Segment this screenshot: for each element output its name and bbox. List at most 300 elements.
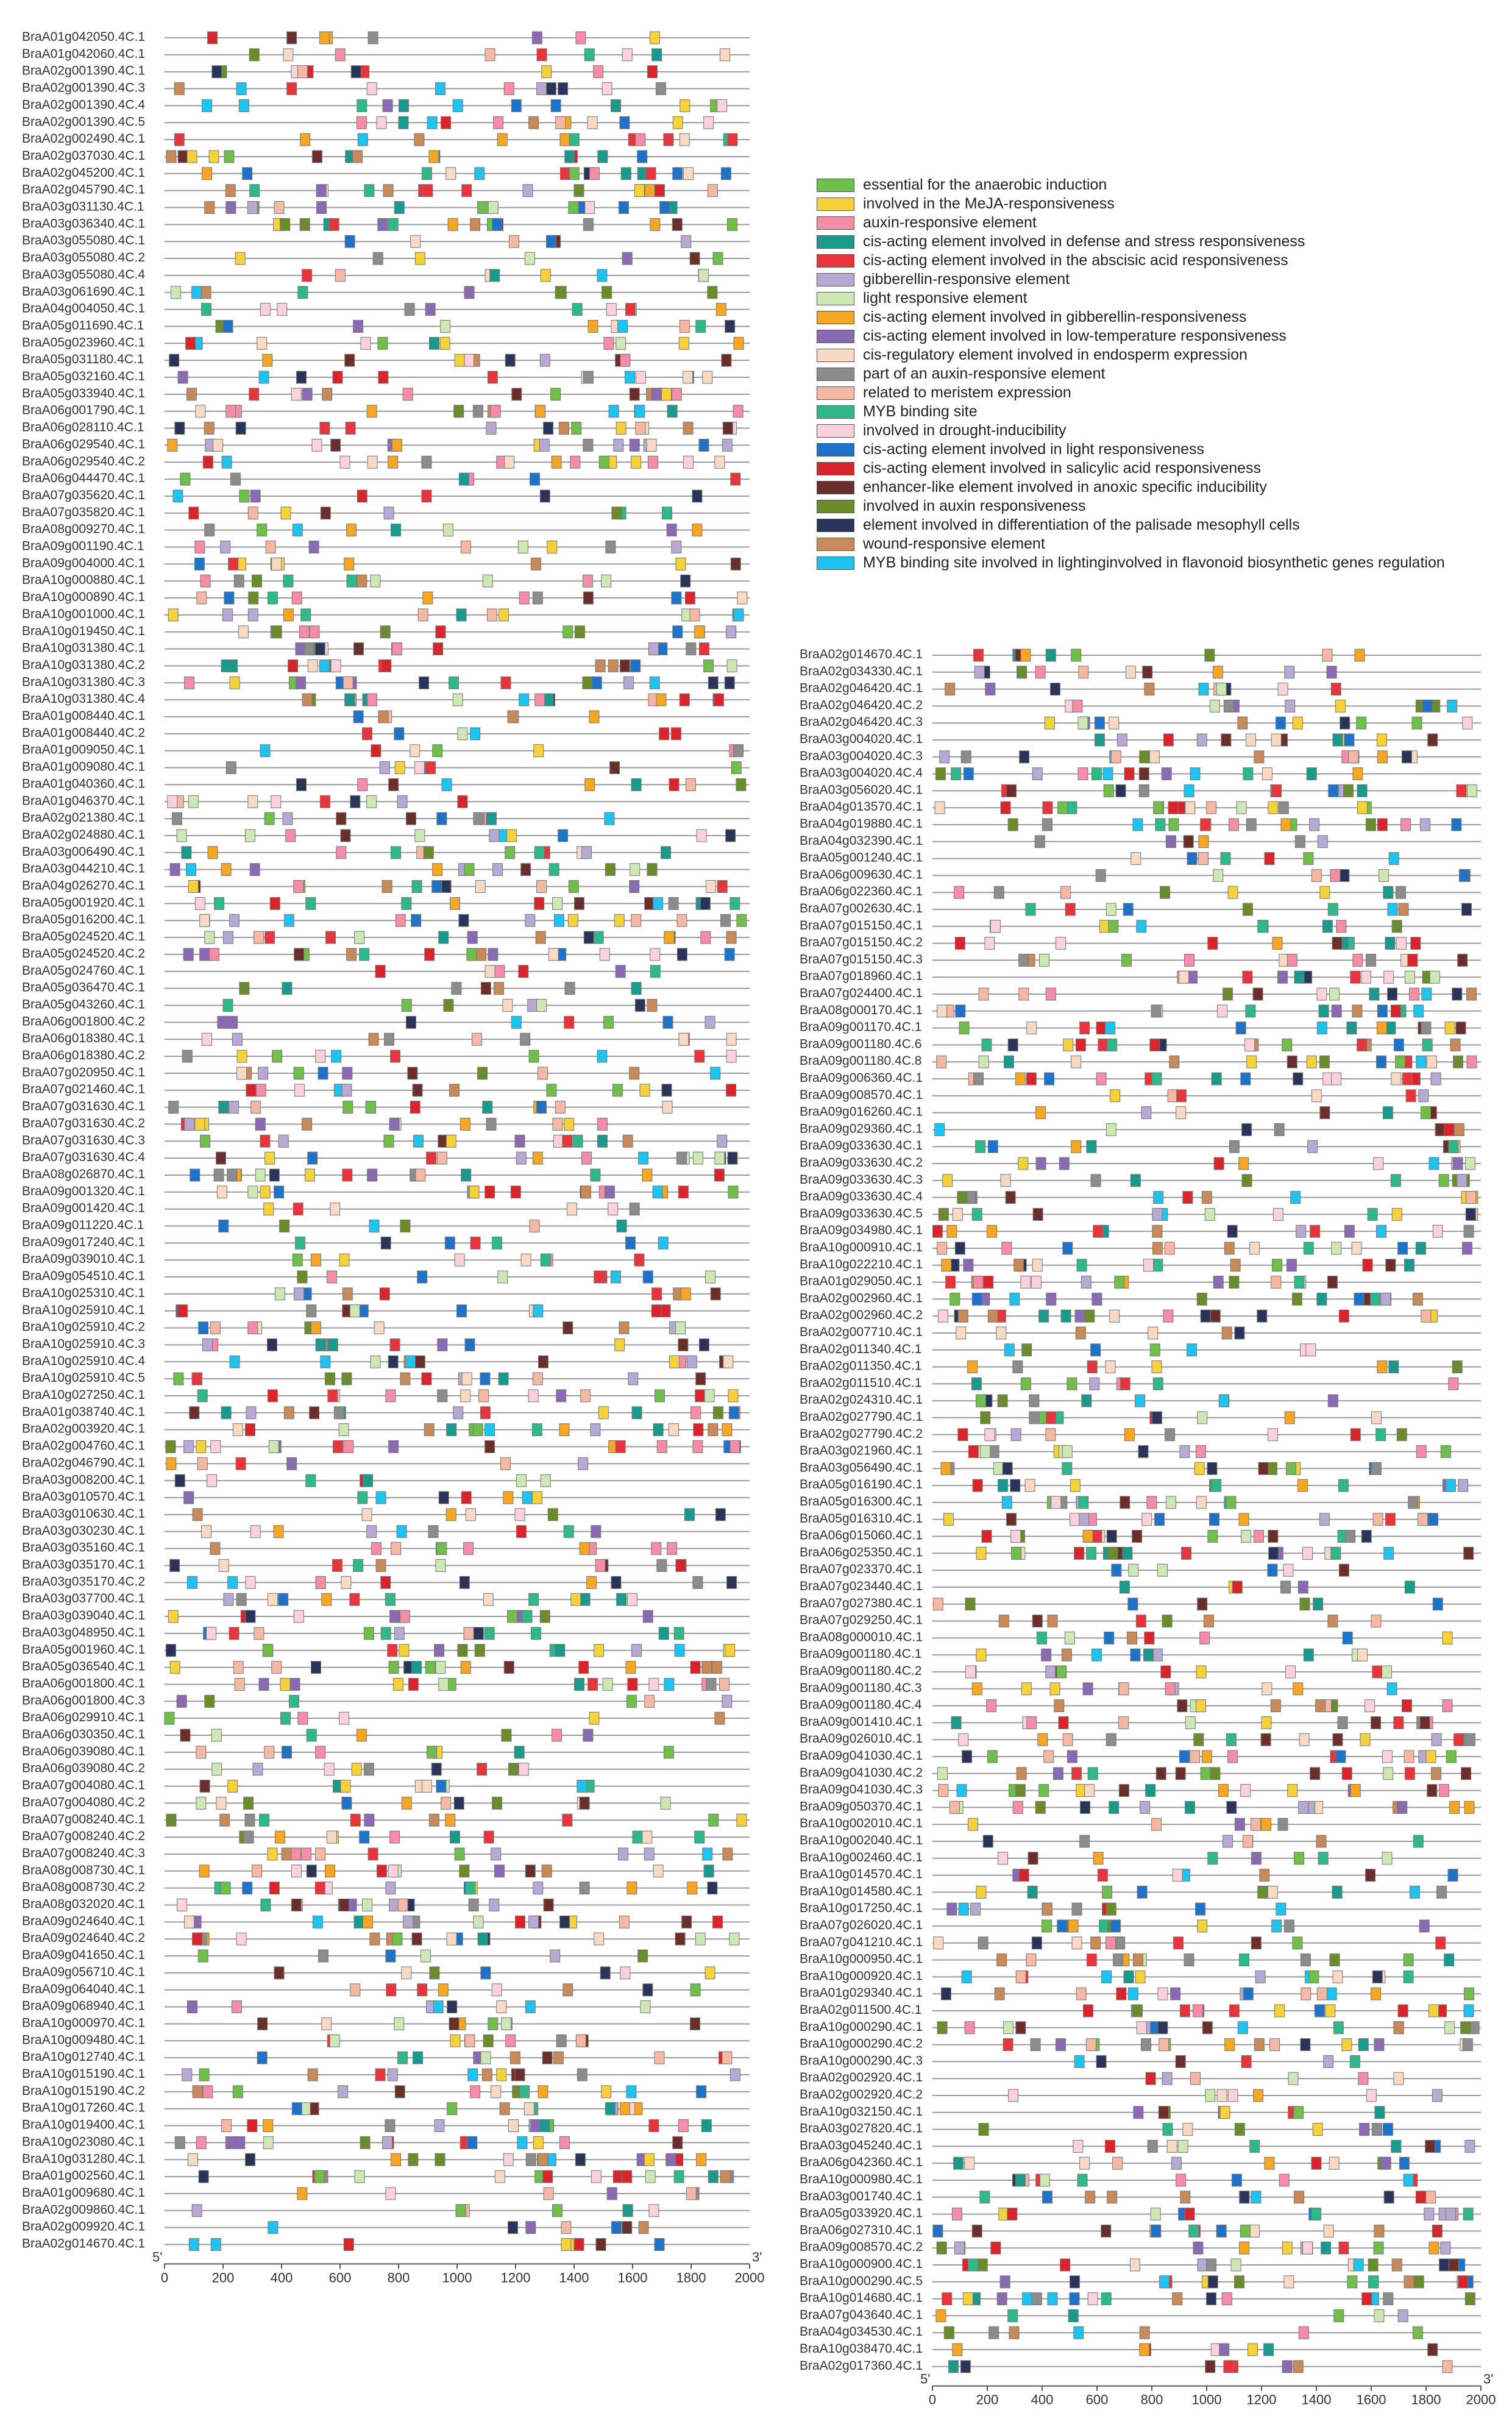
motif-box <box>226 202 236 214</box>
gene-label: BraA09g050370.4C.1 <box>800 1799 923 1814</box>
legend-label: light responsive element <box>863 290 1028 307</box>
motif-box <box>723 1848 733 1860</box>
legend-label: gibberellin-responsive element <box>863 271 1070 288</box>
gene-label: BraA07g015150.4C.1 <box>800 918 923 933</box>
motif-box <box>731 558 740 570</box>
motif-box <box>282 1746 291 1758</box>
motif-box <box>269 1882 279 1894</box>
motif-box <box>609 405 619 418</box>
motif-box <box>186 337 196 349</box>
motif-box <box>345 235 355 247</box>
motif-box <box>208 32 218 44</box>
motif-box <box>532 1424 542 1436</box>
motif-box <box>272 1662 282 1674</box>
motif-box <box>495 2170 505 2183</box>
motif-box <box>449 677 459 689</box>
motif-box <box>437 1152 447 1164</box>
motif-box <box>173 490 183 502</box>
motif-box <box>581 847 591 859</box>
motif-box <box>466 1882 475 1894</box>
motif-box <box>560 133 570 146</box>
motif-box <box>230 473 240 485</box>
motif-box <box>696 320 706 332</box>
motif-box <box>339 1712 349 1724</box>
motif-box <box>622 49 632 61</box>
motif-box <box>492 218 502 230</box>
motif-box <box>678 2120 688 2132</box>
motif-box <box>355 2170 364 2183</box>
gene-label: BraA08g009270.4C.1 <box>22 522 145 536</box>
motif-box <box>360 1831 369 1843</box>
motif-box <box>175 1474 185 1487</box>
gene-label: BraA10g032150.4C.1 <box>800 2104 923 2119</box>
legend-label: auxin-responsive element <box>863 214 1037 231</box>
motif-box <box>618 320 628 332</box>
motif-box <box>178 1305 188 1317</box>
motif-box <box>391 1543 401 1555</box>
motif-box <box>391 2153 401 2166</box>
motif-box <box>598 1407 608 1419</box>
motif-box <box>680 694 689 706</box>
motif-box <box>690 609 700 621</box>
motif-box <box>704 116 714 129</box>
motif-box <box>336 812 346 825</box>
motif-box <box>438 1984 448 1996</box>
motif-box <box>389 1118 399 1130</box>
motif-box <box>486 812 496 825</box>
motif-box <box>327 1271 336 1283</box>
motif-box <box>335 269 345 282</box>
motif-box <box>628 1678 637 1690</box>
motif-box <box>653 1424 663 1436</box>
motif-box <box>587 116 597 129</box>
motif-box <box>411 235 421 247</box>
motif-box <box>522 1610 532 1623</box>
gene-label: BraA02g009860.4C.1 <box>22 2202 145 2217</box>
motif-box <box>553 1118 563 1130</box>
axis-tick-label: 1800 <box>1411 2392 1441 2408</box>
motif-box <box>493 864 503 876</box>
motif-box <box>296 677 306 689</box>
motif-box <box>371 575 380 587</box>
axis-tick-label: 1800 <box>676 2270 706 2286</box>
motif-box <box>510 2052 520 2064</box>
motif-box <box>733 405 743 418</box>
motif-box <box>382 659 391 672</box>
motif-box <box>667 524 676 536</box>
motif-box <box>608 659 618 672</box>
motif-box <box>244 1831 254 1843</box>
motif-box <box>313 1916 322 1928</box>
motif-box <box>208 847 218 859</box>
motif-box <box>554 914 564 926</box>
motif-box <box>678 1186 688 1198</box>
motif-box <box>706 1271 715 1283</box>
motif-box <box>642 1831 652 1843</box>
motif-box <box>202 1033 211 1045</box>
motif-box <box>329 218 339 230</box>
motif-box <box>537 999 547 1011</box>
motif-box <box>490 269 500 282</box>
motif-box <box>553 1135 563 1147</box>
motif-box <box>538 1067 547 1079</box>
motif-box <box>363 1474 372 1487</box>
motif-box <box>346 422 355 435</box>
motif-box <box>247 202 257 214</box>
motif-box <box>343 677 353 689</box>
motif-box <box>440 337 450 349</box>
motif-box <box>425 1662 435 1674</box>
motif-box <box>704 659 714 672</box>
motif-box <box>283 812 293 825</box>
motif-box <box>630 1203 639 1215</box>
motif-box <box>558 830 568 842</box>
motif-box <box>574 1678 584 1690</box>
motif-box <box>342 1084 352 1096</box>
motif-box <box>467 931 477 944</box>
motif-box <box>460 1865 469 1877</box>
motif-box <box>308 659 318 672</box>
motif-box <box>282 983 292 995</box>
motif-box <box>680 320 689 332</box>
gene-label: BraA03g055080.4C.1 <box>22 233 145 248</box>
motif-box <box>727 1576 737 1588</box>
motif-box <box>180 473 190 485</box>
motif-box <box>529 1050 539 1062</box>
motif-box <box>459 914 469 926</box>
motif-box <box>690 2017 700 2030</box>
motif-box <box>568 914 578 926</box>
motif-box <box>692 524 702 536</box>
gene-label: BraA03g008200.4C.1 <box>22 1473 145 1487</box>
motif-box <box>460 1118 470 1130</box>
motif-box <box>353 151 363 163</box>
motif-box <box>631 914 641 926</box>
motif-box <box>223 320 233 332</box>
motif-box <box>281 507 291 519</box>
motif-box <box>228 1780 238 1793</box>
motif-box <box>599 456 609 468</box>
motif-box <box>533 1305 543 1317</box>
motif-box <box>534 847 544 859</box>
motif-box <box>188 881 198 893</box>
legend-item <box>817 213 1037 232</box>
motif-box <box>233 1424 243 1436</box>
legend-label: part of an auxin-responsive element <box>863 365 1106 382</box>
motif-box <box>331 659 341 672</box>
motif-box <box>580 1882 589 1894</box>
motif-box <box>492 1984 502 1996</box>
motif-box <box>658 1237 668 1249</box>
motif-box <box>581 1186 591 1198</box>
motif-box <box>250 864 260 876</box>
gene-label: BraA10g000900.4C.1 <box>800 2257 923 2271</box>
gene-label: BraA02g002920.4C.2 <box>800 2088 923 2102</box>
motif-box <box>215 897 224 909</box>
motif-box <box>441 116 451 129</box>
motif-box <box>422 1780 431 1793</box>
motif-box <box>202 1338 212 1351</box>
motif-box <box>240 983 249 995</box>
motif-box <box>221 864 231 876</box>
legend-swatch <box>817 235 854 249</box>
motif-box <box>541 1474 550 1487</box>
motif-box <box>223 931 233 944</box>
motif-box <box>243 1882 252 1894</box>
legend-item <box>817 270 1070 289</box>
motif-box <box>388 456 398 468</box>
motif-box <box>730 897 740 909</box>
motif-box <box>684 168 694 180</box>
gene-label: BraA02g011340.4C.1 <box>800 1342 922 1356</box>
motif-box <box>491 2086 501 2098</box>
motif-box <box>547 541 557 553</box>
motif-box <box>357 575 367 587</box>
motif-box <box>344 2239 353 2251</box>
motif-box <box>620 1967 630 1979</box>
gene-label: BraA09g041030.4C.1 <box>800 1749 923 1763</box>
legend-label: MYB binding site <box>863 403 978 420</box>
axis-tick-label: 2000 <box>1466 2392 1496 2408</box>
motif-box <box>232 2001 241 2013</box>
motif-box <box>357 99 367 112</box>
motif-box <box>378 371 388 383</box>
motif-box <box>406 812 416 825</box>
motif-box <box>399 1644 409 1657</box>
motif-box <box>271 795 281 808</box>
motif-box <box>201 1135 210 1147</box>
motif-box <box>269 1441 279 1453</box>
gene-label: BraA09g001190.4C.1 <box>22 539 144 553</box>
motif-box <box>602 2086 611 2098</box>
motif-box <box>281 1712 291 1724</box>
motif-box <box>246 1576 255 1588</box>
motif-box <box>489 830 499 842</box>
gene-label: BraA02g011500.4C.1 <box>800 2003 922 2017</box>
motif-box <box>475 881 485 893</box>
motif-box <box>722 1695 732 1707</box>
motif-box <box>652 49 662 61</box>
motif-box <box>275 1288 285 1300</box>
gene-label: BraA10g000920.4C.1 <box>800 1969 923 1983</box>
motif-box <box>585 202 595 214</box>
motif-box <box>272 558 282 570</box>
motif-box <box>501 1457 511 1470</box>
motif-box <box>199 2170 208 2183</box>
motif-box <box>300 133 310 146</box>
gene-label: BraA05g016200.4C.1 <box>22 912 145 927</box>
motif-box <box>650 218 660 230</box>
motif-box <box>275 1831 285 1843</box>
motif-box <box>373 252 383 265</box>
gene-label: BraA05g031180.4C.1 <box>22 352 144 367</box>
motif-box <box>351 66 361 78</box>
motif-box <box>529 1916 539 1928</box>
gene-label: BraA10g031280.4C.1 <box>22 2152 145 2166</box>
motif-box <box>672 388 681 400</box>
motif-box <box>640 1084 650 1096</box>
gene-label: BraA02g021380.4C.1 <box>22 811 145 825</box>
motif-box <box>464 286 474 299</box>
gene-label: BraA07g018960.4C.1 <box>800 969 923 984</box>
motif-box <box>679 337 689 349</box>
motif-box <box>572 304 582 316</box>
motif-box <box>257 337 267 349</box>
gene-label: BraA02g011350.4C.1 <box>800 1359 922 1373</box>
motif-box <box>200 914 210 926</box>
motif-box <box>531 1627 541 1640</box>
gene-label: BraA07g002630.4C.1 <box>800 901 923 915</box>
motif-box <box>220 1814 230 1826</box>
motif-box <box>190 1169 200 1181</box>
gene-label: BraA06g015060.4C.1 <box>800 1528 923 1543</box>
motif-box <box>534 897 544 909</box>
motif-box <box>435 2120 444 2132</box>
axis-tick-label: 600 <box>1085 2392 1109 2408</box>
motif-box <box>632 1644 642 1657</box>
motif-box <box>482 2069 492 2081</box>
axis-tick-label: 0 <box>928 2392 937 2408</box>
motif-box <box>287 1457 297 1470</box>
motif-box <box>657 1560 667 1572</box>
motif-box <box>369 1220 379 1232</box>
gene-label: BraA09g024640.4C.2 <box>22 1931 145 1946</box>
motif-box <box>621 168 631 180</box>
motif-box <box>491 405 500 418</box>
motif-box <box>240 490 249 502</box>
motif-box <box>264 1746 274 1758</box>
motif-box <box>511 1016 521 1028</box>
gene-label: BraA06g001800.4C.3 <box>22 1693 145 1708</box>
motif-box <box>512 388 522 400</box>
gene-label: BraA10g025910.4C.3 <box>22 1337 145 1351</box>
motif-box <box>307 1729 316 1741</box>
legend-item <box>817 346 1248 364</box>
motif-box <box>591 1169 600 1181</box>
motif-box <box>577 1780 587 1793</box>
motif-box <box>525 2001 535 2013</box>
left-x-axis <box>152 2249 764 2285</box>
axis-tick-label: 1000 <box>1191 2392 1222 2408</box>
gene-label: BraA05g036470.4C.1 <box>22 980 145 995</box>
motif-box <box>347 524 357 536</box>
motif-box <box>168 1610 178 1623</box>
motif-box <box>190 1407 199 1419</box>
motif-box <box>268 592 277 604</box>
motif-box <box>616 422 626 435</box>
motif-box <box>569 202 578 214</box>
motif-box <box>427 1152 436 1164</box>
gene-label: BraA09g001180.4C.4 <box>800 1697 922 1712</box>
motif-box <box>552 456 561 468</box>
gene-label: BraA08g026870.4C.1 <box>22 1167 145 1181</box>
motif-box <box>726 1033 736 1045</box>
axis-tick-label: 400 <box>270 2270 293 2286</box>
motif-box <box>229 1627 239 1640</box>
motif-box <box>170 1560 180 1572</box>
gene-label: BraA05g016310.4C.1 <box>800 1511 923 1526</box>
motif-box <box>293 524 302 536</box>
motif-box <box>381 1576 391 1588</box>
motif-box <box>196 2136 206 2149</box>
motif-box <box>357 490 367 502</box>
motif-box <box>184 1441 194 1453</box>
motif-box <box>350 1593 360 1605</box>
motif-box <box>446 1135 456 1147</box>
motif-box <box>353 1560 363 1572</box>
motif-box <box>714 694 723 706</box>
motif-box <box>418 609 428 621</box>
motif-box <box>363 1916 372 1928</box>
motif-box <box>429 1814 439 1826</box>
motif-box <box>631 778 641 791</box>
motif-box <box>367 405 377 418</box>
gene-label: BraA06g001790.4C.1 <box>22 403 145 418</box>
legend-item <box>817 308 1247 327</box>
motif-box <box>448 218 458 230</box>
motif-box <box>717 99 727 112</box>
motif-box <box>574 185 584 197</box>
motif-box <box>384 1135 394 1147</box>
motif-box <box>235 252 245 265</box>
gene-label: BraA01g029050.4C.1 <box>800 1274 923 1288</box>
motif-box <box>481 1967 491 1979</box>
motif-box <box>198 1950 208 1962</box>
motif-box <box>595 659 605 672</box>
gene-label: BraA08g000010.4C.1 <box>800 1630 923 1644</box>
motif-box <box>655 1390 664 1402</box>
motif-box <box>350 1814 360 1826</box>
axis-tick-label: 1600 <box>1356 2392 1386 2408</box>
motif-box <box>580 1593 590 1605</box>
gene-label: BraA02g046420.4C.3 <box>800 715 923 730</box>
motif-box <box>583 439 593 451</box>
motif-box <box>533 1882 543 1894</box>
motif-box <box>169 1101 179 1114</box>
motif-box <box>521 864 531 876</box>
gene-label: BraA01g042050.4C.1 <box>22 30 145 44</box>
gene-label: BraA03g039040.4C.1 <box>22 1608 145 1623</box>
motif-box <box>389 1441 399 1453</box>
gene-label: BraA10g000890.4C.1 <box>22 590 145 605</box>
motif-box <box>519 965 528 978</box>
motif-box <box>552 2205 562 2217</box>
motif-box <box>182 847 191 859</box>
motif-box <box>245 2153 255 2166</box>
motif-box <box>546 235 556 247</box>
motif-box <box>602 83 612 95</box>
motif-box <box>222 456 232 468</box>
motif-box <box>192 2205 202 2217</box>
motif-box <box>312 151 322 163</box>
motif-box <box>461 1390 470 1402</box>
motif-box <box>703 371 712 383</box>
motif-box <box>292 592 302 604</box>
motif-box <box>662 1084 672 1096</box>
motif-box <box>620 116 630 129</box>
motif-box <box>268 1593 277 1605</box>
motif-box <box>497 133 507 146</box>
gene-label: BraA02g003920.4C.1 <box>22 1421 145 1436</box>
motif-box <box>391 524 401 536</box>
motif-box <box>383 2136 392 2149</box>
motif-box <box>555 1644 565 1657</box>
gene-label: BraA07g029250.4C.1 <box>800 1613 923 1627</box>
motif-box <box>308 1152 318 1164</box>
motif-box <box>223 609 233 621</box>
gene-label: BraA04g004050.4C.1 <box>22 301 145 316</box>
motif-box <box>536 931 545 944</box>
